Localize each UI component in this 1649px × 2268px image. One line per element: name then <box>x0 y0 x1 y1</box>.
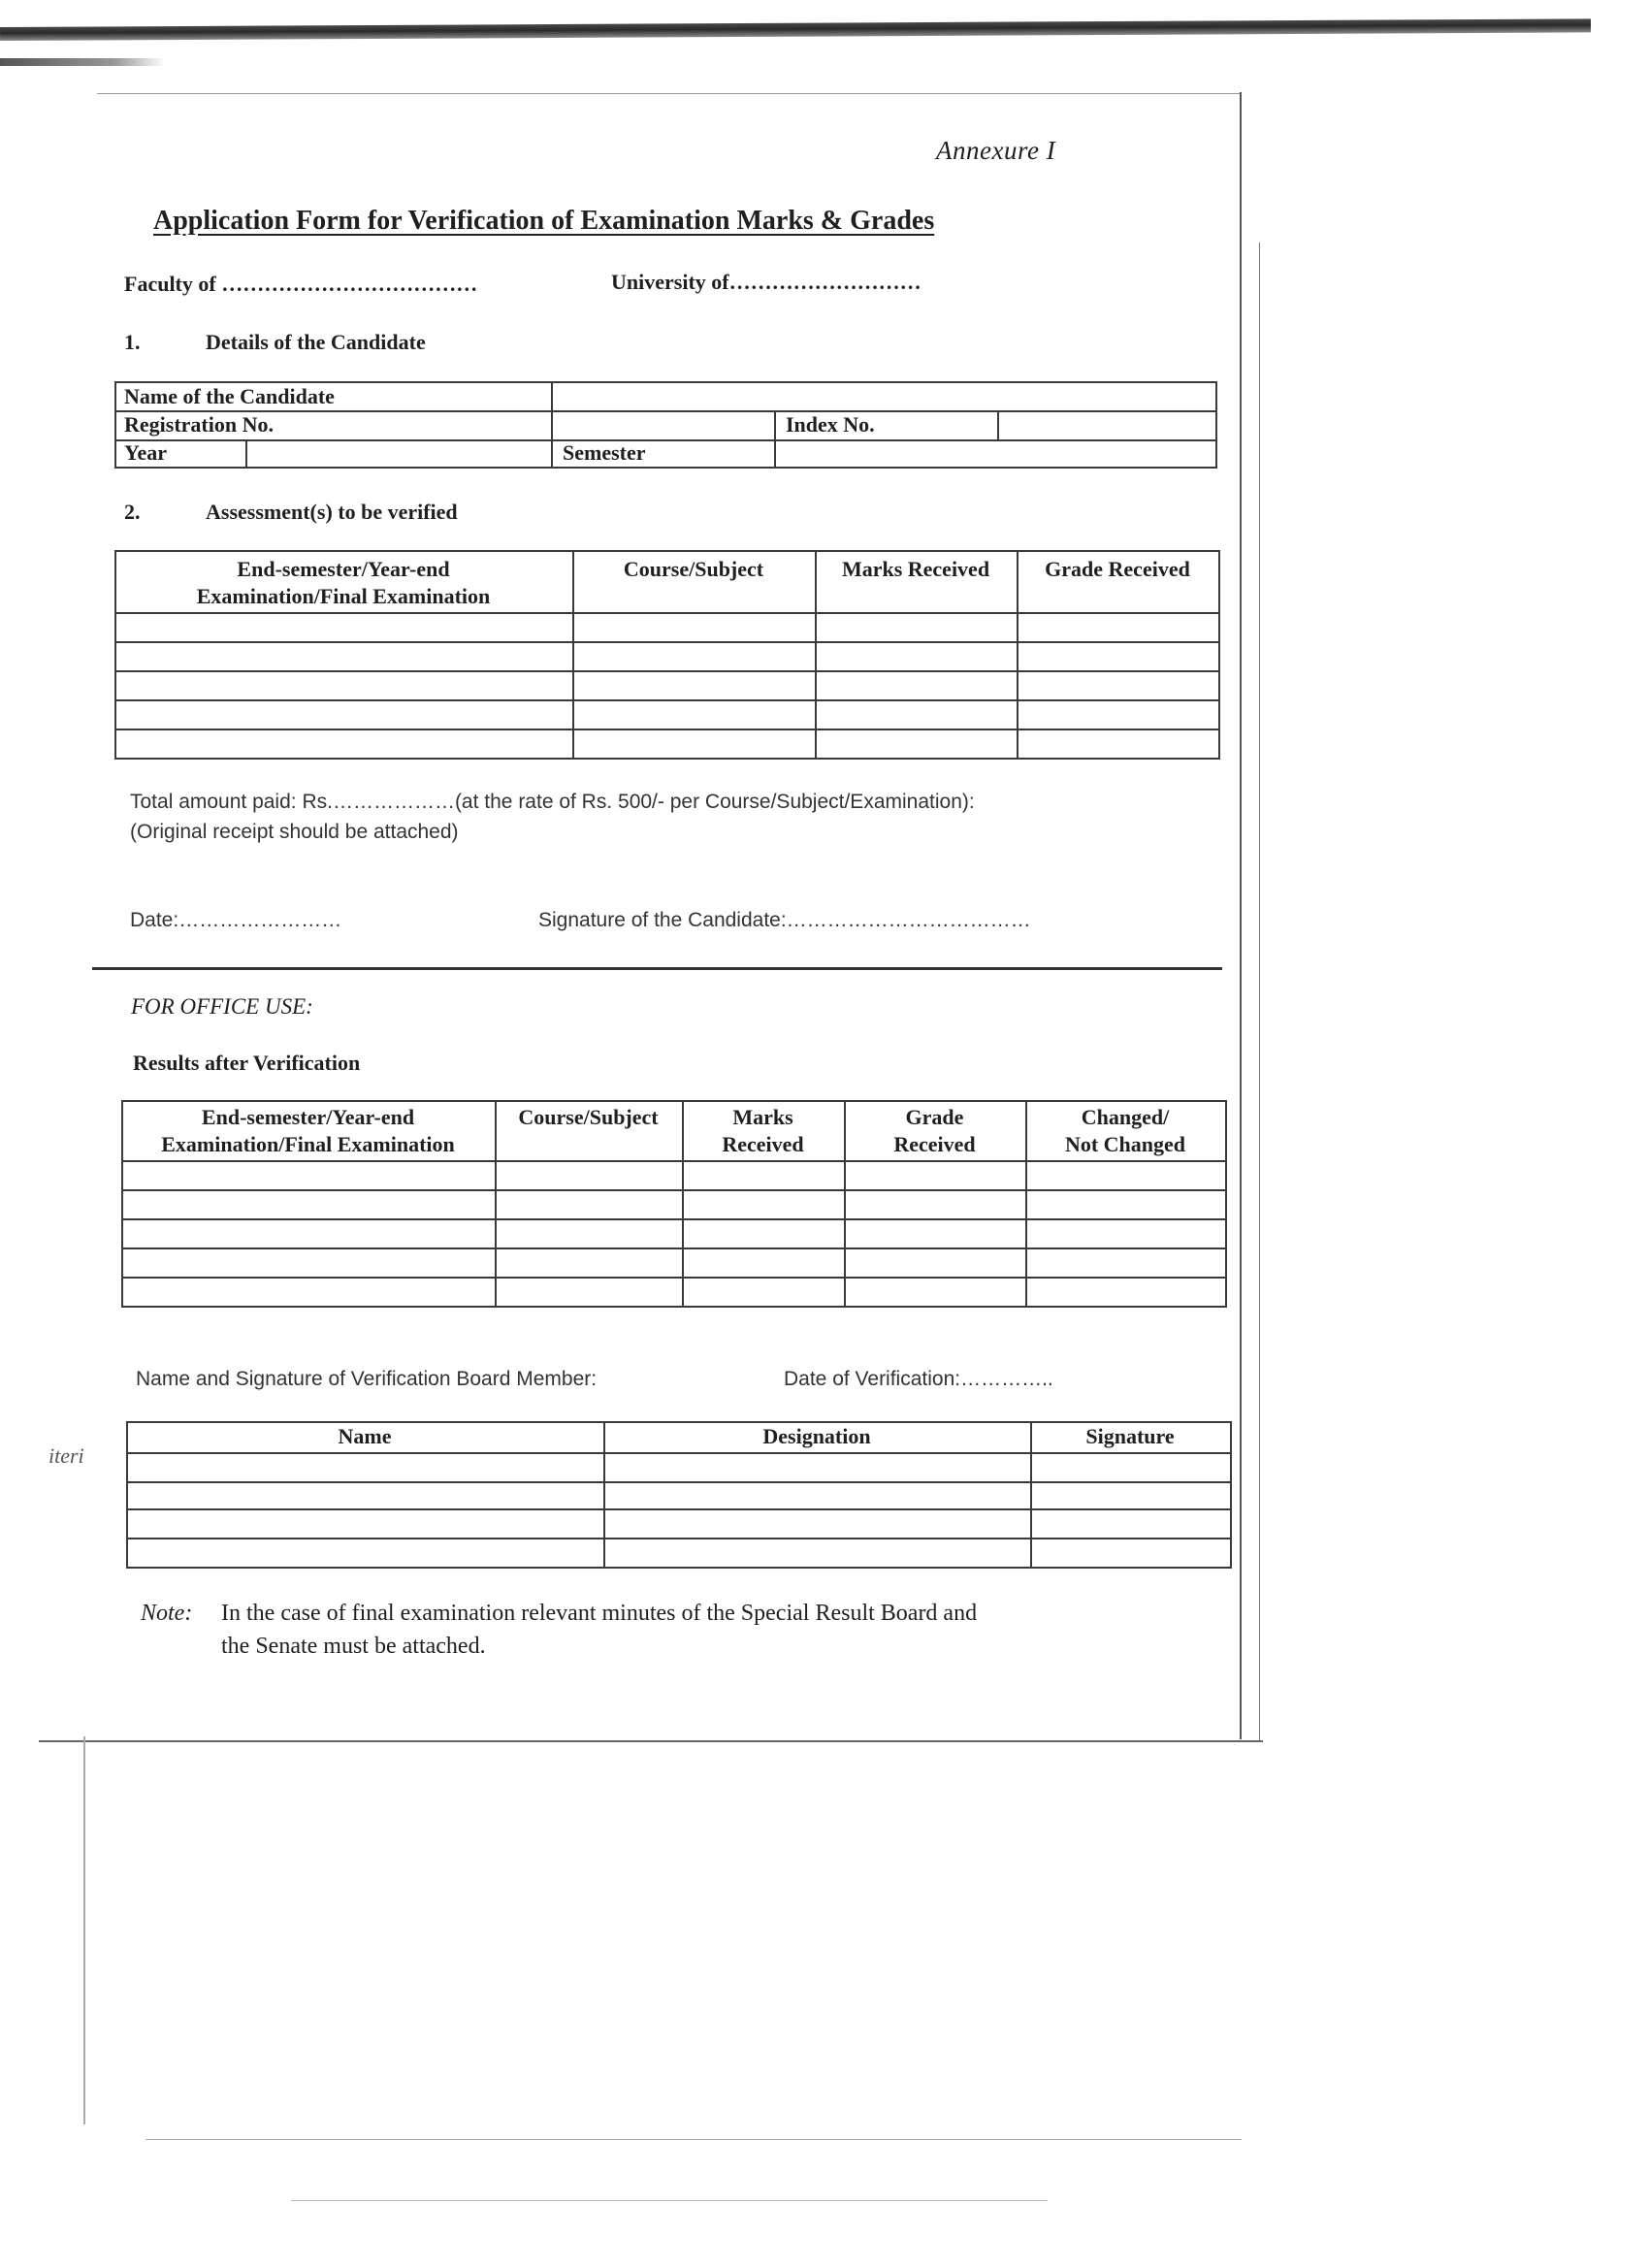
office-use-divider <box>92 967 1222 970</box>
results-col-exam-line2: Examination/Final Examination <box>161 1132 455 1156</box>
candidate-name-label: Name of the Candidate <box>124 384 335 408</box>
semester-label: Semester <box>563 440 646 465</box>
assessment-table <box>114 550 1220 760</box>
results-col-exam-line1: End-semester/Year-end <box>201 1105 415 1129</box>
section-2-number: 2. <box>124 500 141 524</box>
board-member-label: Name and Signature of Verification Board Member: <box>136 1368 598 1390</box>
margin-fragment: iteri <box>48 1443 84 1468</box>
results-heading: Results after Verification <box>133 1051 361 1075</box>
date-of-verification: Date of Verification:………….. <box>784 1368 1053 1390</box>
registration-number-label: Registration No. <box>124 412 274 437</box>
results-col-grade-line2: Received <box>893 1132 976 1156</box>
page-frame-bottom <box>39 1740 1263 1742</box>
scan-line-bottom <box>146 2139 1242 2140</box>
section-1-title: Details of the Candidate <box>206 330 426 354</box>
page-frame-top <box>97 93 1242 94</box>
scan-line-bottom-2 <box>291 2200 1048 2201</box>
annexure-label: Annexure I <box>936 136 1056 165</box>
scan-edge-shadow-left <box>0 58 165 66</box>
candidate-details-table <box>114 381 1217 469</box>
page-frame-right-outer <box>1259 243 1260 1741</box>
scan-edge-shadow <box>0 18 1591 41</box>
total-amount-line: Total amount paid: Rs.………………(at the rate of Rs. 500/- per Course/Subject/Examination): <box>130 791 975 813</box>
page-frame-left <box>83 1736 85 2124</box>
form-title: Application Form for Verification of Examination Marks & Grades <box>153 206 935 236</box>
receipt-note: (Original receipt should be attached) <box>130 821 459 843</box>
note-line-2: the Senate must be attached. <box>221 1634 486 1659</box>
assessment-col-grade: Grade Received <box>1045 557 1190 581</box>
results-col-marks-line1: Marks <box>732 1105 793 1129</box>
results-table <box>121 1100 1227 1308</box>
board-col-name: Name <box>338 1424 392 1448</box>
date-line: Date:…………………… <box>130 909 342 931</box>
year-label: Year <box>124 440 167 465</box>
board-col-signature: Signature <box>1085 1424 1175 1448</box>
note-line-1: In the case of final examination relevant minutes of the Special Result Board and <box>221 1601 978 1626</box>
assessment-col-course: Course/Subject <box>623 557 764 581</box>
office-use-heading: FOR OFFICE USE: <box>131 994 313 1019</box>
note-label: Note: <box>141 1601 193 1626</box>
candidate-signature-line: Signature of the Candidate:……………………………… <box>538 909 1031 931</box>
results-col-grade-line1: Grade <box>905 1105 964 1129</box>
assessment-col-exam-line1: End-semester/Year-end <box>237 557 450 581</box>
board-member-table <box>126 1421 1232 1569</box>
section-2-title: Assessment(s) to be verified <box>206 500 458 524</box>
faculty-field: Faculty of ……………………………… <box>124 272 478 296</box>
assessment-col-marks: Marks Received <box>841 557 990 581</box>
board-col-designation: Designation <box>762 1424 871 1448</box>
results-col-course: Course/Subject <box>518 1105 659 1129</box>
index-number-label: Index No. <box>786 412 875 437</box>
results-col-marks-line2: Received <box>722 1132 804 1156</box>
results-col-changed-line2: Not Changed <box>1064 1132 1186 1156</box>
assessment-col-exam-line2: Examination/Final Examination <box>196 584 491 608</box>
section-1-number: 1. <box>124 330 141 354</box>
results-col-changed-line1: Changed/ <box>1081 1105 1170 1129</box>
university-field: University of……………………… <box>611 270 922 294</box>
page-frame-right <box>1240 92 1242 1739</box>
